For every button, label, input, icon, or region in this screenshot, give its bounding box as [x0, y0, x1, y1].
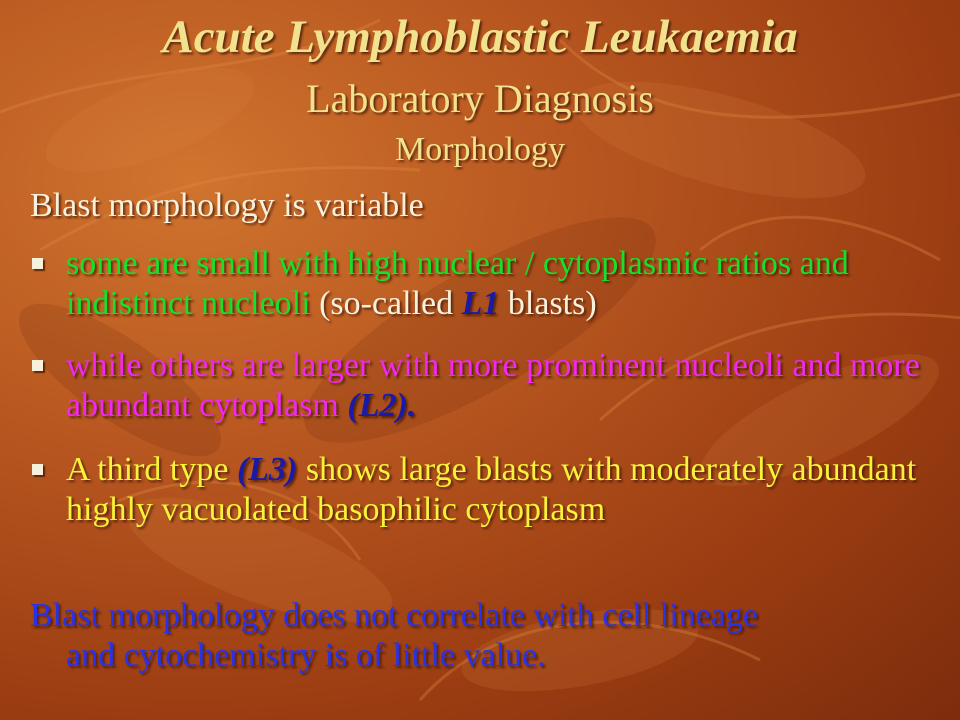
slide-subtitle: Laboratory Diagnosis: [306, 76, 654, 121]
intro-text: Blast morphology is variable: [30, 187, 424, 224]
bullet-yellow-text: shows large blasts with moderately abundant highly vacuolated basophilic cytoplasm: [66, 451, 917, 528]
bullet-text: [66, 244, 935, 324]
bullet-plain-text: blasts): [499, 285, 597, 322]
bullet-item-l1: [30, 244, 935, 324]
bullet-green-text: some are small with high nuclear / cytoplasmic ratios and indistinct nucleoli: [66, 245, 849, 322]
slide-title: Acute Lymphoblastic Leukaemia: [162, 11, 798, 63]
bullet-text: [66, 346, 935, 426]
square-bullet-icon: [32, 464, 43, 475]
conclusion-line-1: Blast morphology does not correlate with cell lineage: [30, 597, 758, 634]
bullet-plain-text: (so-called: [310, 285, 462, 322]
square-bullet-icon: [32, 360, 43, 371]
blast-type-label: L1: [461, 285, 500, 322]
bullet-yellow-text: A third type: [66, 451, 237, 488]
conclusion-line-2: and cytochemistry is of little value.: [66, 637, 546, 674]
bullet-item-l2: [30, 346, 935, 426]
blast-type-label: (L2).: [347, 387, 417, 424]
bullet-magenta-text: while others are larger with more prominent nucleoli and more abundant cytoplasm: [66, 347, 920, 424]
conclusion-text: [30, 596, 945, 676]
blast-type-label: (L3): [236, 451, 298, 488]
slide-section-heading: Morphology: [395, 131, 565, 168]
square-bullet-icon: [32, 258, 43, 269]
bullet-text: [66, 450, 935, 530]
bullet-item-l3: [30, 450, 935, 530]
